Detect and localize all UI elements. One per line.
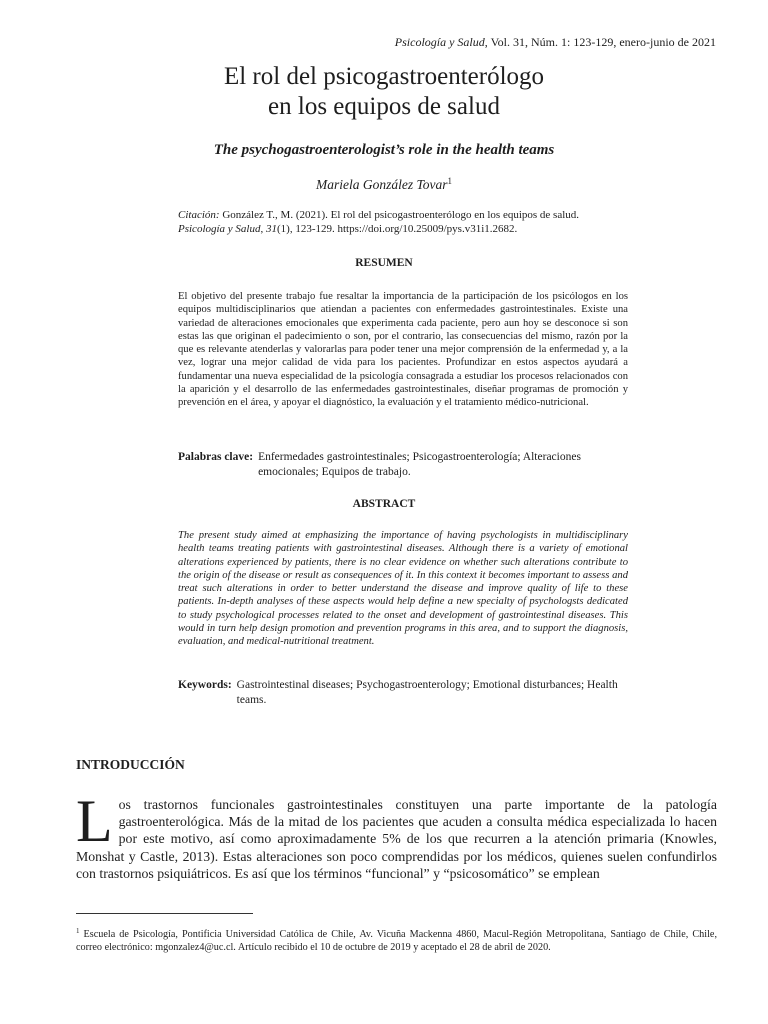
footnote-rule: [76, 913, 253, 914]
palabras-clave: [178, 450, 628, 479]
author-footnote-mark: 1: [447, 176, 452, 186]
citation: [178, 208, 628, 236]
drop-cap: L: [76, 788, 113, 854]
resumen-heading: RESUMEN: [355, 257, 413, 269]
citation-label: Citación:: [178, 209, 220, 221]
resumen-body: El objetivo del presente trabajo fue resaltar la importancia de la participación de los psicólogos en los equipos multidisciplinarios que atiendan a pacientes con enfermedades gastrointestinales. Existe una variedad de alteraciones emocionales que experimenta cada paciente, pero aun hoy se desconoce si son estas las que originan el padecimiento o son, por el contrario, las consecuencias del mismo, razón por la que es relevante atenderlas y valorarlas para poder tener una mejor comprensión de la enfermedad y, a la vez, lograr una mejor calidad de vida para los pacientes. Profundizar en estos aspectos ayudará a fundamentar una nueva especialidad de la psicología consagrada a estudiar los procesos relacionados con la aparición y el desarrollo de las enfermedades gastrointestinales, diseñar programas de promoción y prevención en el área, y apoyar el diagnóstico, la evaluación y el tratamiento médico-nutricional.: [178, 291, 628, 409]
citation-journal: Psicología y Salud: [178, 223, 261, 235]
running-head-details: , Vol. 31, Núm. 1: 123-129, enero-junio de 2021: [484, 35, 716, 49]
author-name: Mariela González Tovar: [315, 177, 448, 192]
palabras-clave-text: Enfermedades gastrointestinales; Psicogastroenterología; Alteraciones emocionales; Equipos de trabajo.: [258, 451, 581, 478]
article-title-line-1: El rol del psicogastroenterólogo: [223, 63, 545, 90]
introduction-body: [76, 788, 717, 882]
introduction-text: os trastornos funcionales gastrointestinales constituyen una parte importante de la patología gastroenterológica. Más de la mitad de los pacientes que acuden a consulta médica especializada lo hacen por este motivo, así como aproximadamente 5% de los que recurren a la atención primaria (Knowles, Monshat y Castle, 2013). Estas alteraciones son poco comprendidas por los médicos, quienes suelen confundirlos con trastornos psiquiátricos. Es así que los términos “funcional” y “psicosomático” se emplean: [76, 797, 717, 881]
keywords: [178, 678, 628, 707]
footnote-text: Escuela de Psicología, Pontificia Universidad Católica de Chile, Av. Vicuña Mackenna 4860, Macul-Región Metropolitana, Santiago de Chile, Chile, correo electrónico: mgonzalez4@uc.cl. Artículo recibido el 10 de octubre de 2019 y aceptado el 28 de abril de 2020.: [76, 929, 717, 953]
author-line: [0, 176, 768, 193]
article-title-line-2: en los equipos de salud: [268, 93, 500, 120]
keywords-label: Keywords:: [178, 679, 232, 691]
english-title: The psychogastroenterologist’s role in the health teams: [213, 142, 555, 158]
palabras-clave-label: Palabras clave:: [178, 451, 254, 463]
running-head-journal: Psicología y Salud: [394, 35, 485, 49]
article-title: [0, 62, 768, 122]
footnote-mark: 1: [76, 927, 80, 935]
abstract-body: The present study aimed at emphasizing the importance of having psychologists in multidisciplinary health teams treating patients with gastrointestinal diseases. Although there is a variety of emotional alterations experienced by patients, there is no clear evidence on whether such alterations contribute to the origin of the disease or result as consequences of it. In this context it becomes important to assess and treat such alterations in order to better understand the disease and improve quality of life to these patients. In-depth analyses of these aspects would help define a new specialty of psychologsts dedicated to study psychological processes related to the onset and development of gastrointestinal diseases. This would in turn help design promotion and prevention programs in this area, and to support the diagnosis, evaluation, and medical-nutritional treatment.: [178, 530, 628, 648]
footnote: [76, 925, 717, 954]
citation-volume: 31: [266, 223, 277, 235]
introduction-heading: INTRODUCCIÓN: [76, 757, 185, 772]
abstract-heading: ABSTRACT: [352, 498, 416, 510]
running-head: [395, 35, 716, 50]
keywords-text: Gastrointestinal diseases; Psychogastroenterology; Emotional disturbances; Health teams.: [236, 679, 618, 706]
citation-text-1: González T., M. (2021). El rol del psicogastroenterólogo en los equipos de salud.: [219, 209, 580, 221]
citation-text-3: (1), 123-129. https://doi.org/10.25009/pys.v31i1.2682.: [277, 223, 518, 235]
citation-text-2: ,: [260, 223, 266, 235]
